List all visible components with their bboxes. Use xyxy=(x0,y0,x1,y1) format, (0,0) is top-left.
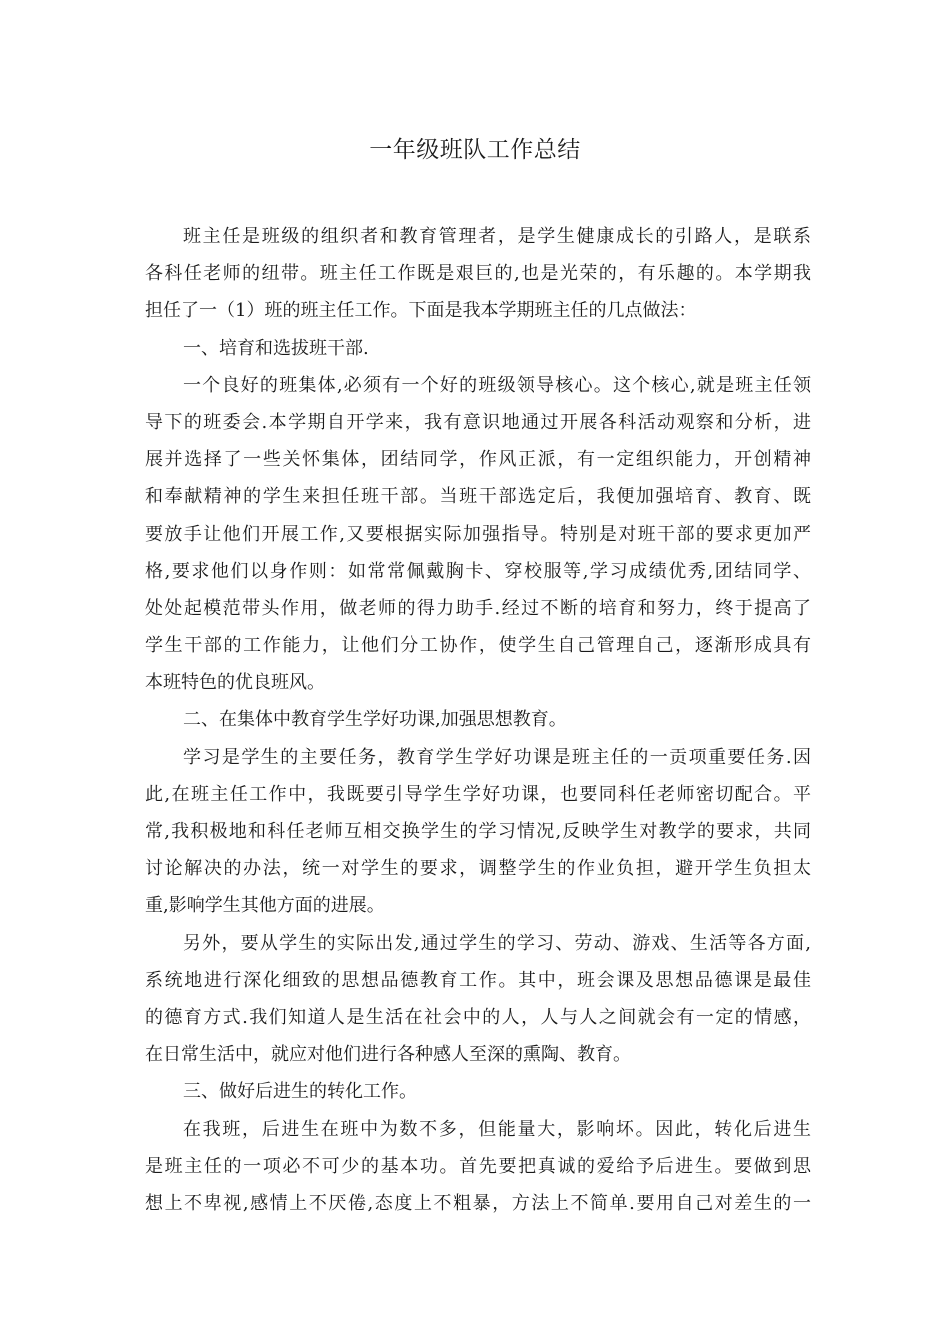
body-line: 各科任老师的纽带。班主任工作既是艰巨的,也是光荣的，有乐趣的。本学期我 xyxy=(145,263,811,285)
body-line: 讨论解决的办法，统一对学生的要求，调整学生的作业负担，避开学生负担太 xyxy=(145,858,811,880)
body-line: 一个良好的班集体,必须有一个好的班级领导核心。这个核心,就是班主任领 xyxy=(183,374,811,396)
body-line: 学习是学生的主要任务，教育学生学好功课是班主任的一贡项重要任务.因 xyxy=(183,746,811,768)
body-line: 本班特色的优良班风。 xyxy=(145,672,325,694)
body-line: 要放手让他们开展工作,又要根据实际加强指导。特别是对班干部的要求更加严 xyxy=(145,523,811,545)
document-body xyxy=(145,218,811,1222)
body-line: 三、做好后进生的转化工作。 xyxy=(183,1081,417,1103)
body-line: 展并选择了一些关怀集体，团结同学，作风正派，有一定组织能力，开创精神 xyxy=(145,449,811,471)
body-line: 班主任是班级的组织者和教育管理者，是学生健康成长的引路人，是联系 xyxy=(183,226,811,247)
body-line: 和奉献精神的学生来担任班干部。当班干部选定后，我便加强培育、教育、既 xyxy=(145,486,811,508)
body-line: 导下的班委会.本学期自开学来，我有意识地通过开展各科活动观察和分析，进 xyxy=(145,411,811,433)
body-line: 担任了一（1）班的班主任工作。下面是我本学期班主任的几点做法： xyxy=(145,300,697,322)
body-line: 二、在集体中教育学生学好功课,加强思想教育。 xyxy=(183,709,567,731)
body-line: 另外，要从学生的实际出发,通过学生的学习、劳动、游戏、生活等各方面, xyxy=(183,932,811,954)
body-line: 常,我积极地和科任老师互相交换学生的学习情况,反映学生对教学的要求，共同 xyxy=(145,821,811,842)
body-line: 是班主任的一项必不可少的基本功。首先要把真诚的爱给予后进生。要做到思 xyxy=(145,1155,811,1177)
body-line: 处处起模范带头作用，做老师的得力助手.经过不断的培育和努力，终于提高了 xyxy=(145,597,811,619)
body-line: 的德育方式.我们知道人是生活在社会中的人，人与人之间就会有一定的情感， xyxy=(145,1006,811,1028)
body-line: 此,在班主任工作中，我既要引导学生学好功课，也要同科任老师密切配合。平 xyxy=(145,783,811,805)
body-line: 重,影响学生其他方面的进展。 xyxy=(145,895,385,917)
body-line: 学生干部的工作能力，让他们分工协作，使学生自己管理自己，逐渐形成具有 xyxy=(145,635,811,657)
body-line: 一、培育和选拔班干部. xyxy=(183,337,369,359)
body-line: 格,要求他们以身作则：如常常佩戴胸卡、穿校服等,学习成绩优秀,团结同学、 xyxy=(145,560,811,582)
body-line: 在日常生活中，就应对他们进行各种感人至深的熏陶、教育。 xyxy=(145,1044,631,1066)
body-line: 系统地进行深化细致的思想品德教育工作。其中，班会课及思想品德课是最佳 xyxy=(145,969,811,991)
body-line: 想上不卑视,感情上不厌倦,态度上不粗暴，方法上不简单.要用自己对差生的一 xyxy=(145,1192,811,1214)
document-title: 一年级班队工作总结 xyxy=(369,137,581,163)
body-line: 在我班，后进生在班中为数不多，但能量大，影响坏。因此，转化后进生 xyxy=(183,1118,811,1140)
